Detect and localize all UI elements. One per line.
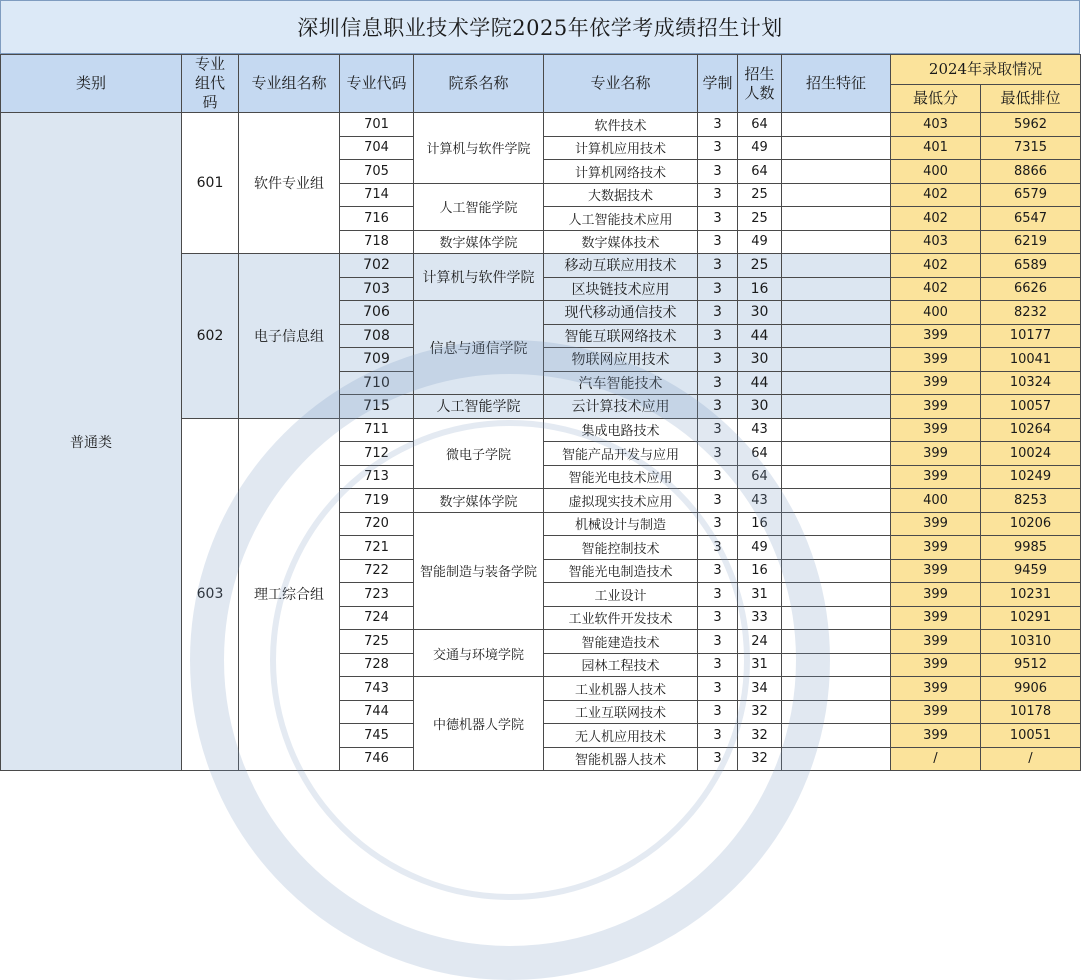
major-name-cell: 物联网应用技术 bbox=[544, 348, 698, 372]
major-code-cell: 705 bbox=[340, 160, 414, 184]
min-rank-cell: 10024 bbox=[981, 442, 1081, 466]
quota-cell: 25 bbox=[738, 183, 782, 207]
group-name-cell: 理工综合组 bbox=[239, 418, 340, 771]
header-prev-year: 2024年录取情况 bbox=[891, 55, 1081, 85]
min-score-cell: 399 bbox=[891, 442, 981, 466]
feature-cell bbox=[782, 254, 891, 278]
major-name-cell: 移动互联应用技术 bbox=[544, 254, 698, 278]
duration-cell: 3 bbox=[698, 136, 738, 160]
major-name-cell: 计算机网络技术 bbox=[544, 160, 698, 184]
major-name-cell: 智能光电制造技术 bbox=[544, 559, 698, 583]
duration-cell: 3 bbox=[698, 677, 738, 701]
major-name-cell: 虚拟现实技术应用 bbox=[544, 489, 698, 513]
major-name-cell: 软件技术 bbox=[544, 113, 698, 137]
duration-cell: 3 bbox=[698, 418, 738, 442]
major-name-cell: 无人机应用技术 bbox=[544, 724, 698, 748]
min-rank-cell: 8253 bbox=[981, 489, 1081, 513]
min-score-cell: 402 bbox=[891, 207, 981, 231]
feature-cell bbox=[782, 536, 891, 560]
feature-cell bbox=[782, 183, 891, 207]
min-score-cell: 400 bbox=[891, 301, 981, 325]
min-rank-cell: 10324 bbox=[981, 371, 1081, 395]
department-cell: 交通与环境学院 bbox=[414, 630, 544, 677]
min-score-cell: 399 bbox=[891, 606, 981, 630]
min-score-cell: 399 bbox=[891, 724, 981, 748]
major-name-cell: 智能光电技术应用 bbox=[544, 465, 698, 489]
feature-cell bbox=[782, 606, 891, 630]
group-name-cell: 电子信息组 bbox=[239, 254, 340, 419]
duration-cell: 3 bbox=[698, 442, 738, 466]
duration-cell: 3 bbox=[698, 160, 738, 184]
min-rank-cell: 5962 bbox=[981, 113, 1081, 137]
duration-cell: 3 bbox=[698, 277, 738, 301]
min-rank-cell: 10264 bbox=[981, 418, 1081, 442]
min-rank-cell: / bbox=[981, 747, 1081, 771]
feature-cell bbox=[782, 489, 891, 513]
min-score-cell: 399 bbox=[891, 559, 981, 583]
duration-cell: 3 bbox=[698, 700, 738, 724]
major-code-cell: 744 bbox=[340, 700, 414, 724]
feature-cell bbox=[782, 583, 891, 607]
major-code-cell: 711 bbox=[340, 418, 414, 442]
feature-cell bbox=[782, 559, 891, 583]
quota-cell: 49 bbox=[738, 136, 782, 160]
major-code-cell: 712 bbox=[340, 442, 414, 466]
major-name-cell: 云计算技术应用 bbox=[544, 395, 698, 419]
header-min-score: 最低分 bbox=[891, 85, 981, 113]
duration-cell: 3 bbox=[698, 724, 738, 748]
major-code-cell: 723 bbox=[340, 583, 414, 607]
table-row bbox=[1, 113, 1081, 137]
quota-cell: 64 bbox=[738, 160, 782, 184]
min-score-cell: 399 bbox=[891, 418, 981, 442]
department-cell: 人工智能学院 bbox=[414, 183, 544, 230]
quota-cell: 31 bbox=[738, 653, 782, 677]
department-cell: 计算机与软件学院 bbox=[414, 113, 544, 184]
major-name-cell: 区块链技术应用 bbox=[544, 277, 698, 301]
min-rank-cell: 9459 bbox=[981, 559, 1081, 583]
major-name-cell: 智能建造技术 bbox=[544, 630, 698, 654]
quota-cell: 49 bbox=[738, 536, 782, 560]
quota-cell: 25 bbox=[738, 207, 782, 231]
quota-cell: 44 bbox=[738, 324, 782, 348]
major-code-cell: 720 bbox=[340, 512, 414, 536]
feature-cell bbox=[782, 136, 891, 160]
major-code-cell: 714 bbox=[340, 183, 414, 207]
feature-cell bbox=[782, 207, 891, 231]
feature-cell bbox=[782, 277, 891, 301]
quota-cell: 32 bbox=[738, 747, 782, 771]
duration-cell: 3 bbox=[698, 630, 738, 654]
min-rank-cell: 9906 bbox=[981, 677, 1081, 701]
major-code-cell: 708 bbox=[340, 324, 414, 348]
table-body bbox=[1, 113, 1081, 771]
min-score-cell: / bbox=[891, 747, 981, 771]
major-code-cell: 722 bbox=[340, 559, 414, 583]
quota-cell: 32 bbox=[738, 724, 782, 748]
major-code-cell: 703 bbox=[340, 277, 414, 301]
admission-plan-table bbox=[0, 54, 1081, 771]
major-name-cell: 工业设计 bbox=[544, 583, 698, 607]
quota-cell: 30 bbox=[738, 348, 782, 372]
min-score-cell: 399 bbox=[891, 700, 981, 724]
min-rank-cell: 10057 bbox=[981, 395, 1081, 419]
quota-cell: 64 bbox=[738, 113, 782, 137]
duration-cell: 3 bbox=[698, 348, 738, 372]
duration-cell: 3 bbox=[698, 254, 738, 278]
min-score-cell: 401 bbox=[891, 136, 981, 160]
min-rank-cell: 6547 bbox=[981, 207, 1081, 231]
feature-cell bbox=[782, 724, 891, 748]
major-name-cell: 数字媒体技术 bbox=[544, 230, 698, 254]
quota-cell: 43 bbox=[738, 489, 782, 513]
major-code-cell: 745 bbox=[340, 724, 414, 748]
min-score-cell: 399 bbox=[891, 536, 981, 560]
feature-cell bbox=[782, 512, 891, 536]
quota-cell: 34 bbox=[738, 677, 782, 701]
quota-cell: 30 bbox=[738, 301, 782, 325]
major-name-cell: 汽车智能技术 bbox=[544, 371, 698, 395]
min-score-cell: 399 bbox=[891, 512, 981, 536]
min-score-cell: 399 bbox=[891, 395, 981, 419]
min-rank-cell: 6579 bbox=[981, 183, 1081, 207]
major-code-cell: 709 bbox=[340, 348, 414, 372]
duration-cell: 3 bbox=[698, 606, 738, 630]
min-rank-cell: 10310 bbox=[981, 630, 1081, 654]
department-cell: 信息与通信学院 bbox=[414, 301, 544, 395]
feature-cell bbox=[782, 324, 891, 348]
feature-cell bbox=[782, 418, 891, 442]
major-name-cell: 智能控制技术 bbox=[544, 536, 698, 560]
quota-cell: 16 bbox=[738, 277, 782, 301]
header-category: 类别 bbox=[1, 55, 182, 113]
duration-cell: 3 bbox=[698, 489, 738, 513]
category-cell: 普通类 bbox=[1, 113, 182, 771]
department-cell: 微电子学院 bbox=[414, 418, 544, 489]
major-code-cell: 746 bbox=[340, 747, 414, 771]
major-name-cell: 工业机器人技术 bbox=[544, 677, 698, 701]
department-cell: 数字媒体学院 bbox=[414, 230, 544, 254]
min-rank-cell: 6589 bbox=[981, 254, 1081, 278]
min-rank-cell: 10206 bbox=[981, 512, 1081, 536]
duration-cell: 3 bbox=[698, 207, 738, 231]
major-name-cell: 计算机应用技术 bbox=[544, 136, 698, 160]
major-code-cell: 721 bbox=[340, 536, 414, 560]
quota-cell: 44 bbox=[738, 371, 782, 395]
min-rank-cell: 10231 bbox=[981, 583, 1081, 607]
min-rank-cell: 9512 bbox=[981, 653, 1081, 677]
duration-cell: 3 bbox=[698, 301, 738, 325]
major-name-cell: 智能机器人技术 bbox=[544, 747, 698, 771]
department-cell: 人工智能学院 bbox=[414, 395, 544, 419]
feature-cell bbox=[782, 160, 891, 184]
major-code-cell: 702 bbox=[340, 254, 414, 278]
min-score-cell: 403 bbox=[891, 113, 981, 137]
major-code-cell: 724 bbox=[340, 606, 414, 630]
page-title: 深圳信息职业技术学院2025年依学考成绩招生计划 bbox=[0, 0, 1080, 54]
quota-cell: 43 bbox=[738, 418, 782, 442]
major-code-cell: 716 bbox=[340, 207, 414, 231]
min-rank-cell: 10178 bbox=[981, 700, 1081, 724]
header-major-code: 专业代码 bbox=[340, 55, 414, 113]
feature-cell bbox=[782, 700, 891, 724]
major-name-cell: 大数据技术 bbox=[544, 183, 698, 207]
min-rank-cell: 10177 bbox=[981, 324, 1081, 348]
quota-cell: 30 bbox=[738, 395, 782, 419]
feature-cell bbox=[782, 371, 891, 395]
header-min-rank: 最低排位 bbox=[981, 85, 1081, 113]
header-group-name: 专业组名称 bbox=[239, 55, 340, 113]
quota-cell: 32 bbox=[738, 700, 782, 724]
min-score-cell: 400 bbox=[891, 489, 981, 513]
min-rank-cell: 9985 bbox=[981, 536, 1081, 560]
min-rank-cell: 7315 bbox=[981, 136, 1081, 160]
major-name-cell: 智能互联网络技术 bbox=[544, 324, 698, 348]
feature-cell bbox=[782, 113, 891, 137]
quota-cell: 49 bbox=[738, 230, 782, 254]
min-score-cell: 399 bbox=[891, 324, 981, 348]
header-duration: 学制 bbox=[698, 55, 738, 113]
feature-cell bbox=[782, 677, 891, 701]
header-quota: 招生人数 bbox=[738, 55, 782, 113]
min-rank-cell: 6626 bbox=[981, 277, 1081, 301]
major-name-cell: 智能产品开发与应用 bbox=[544, 442, 698, 466]
major-code-cell: 718 bbox=[340, 230, 414, 254]
duration-cell: 3 bbox=[698, 324, 738, 348]
quota-cell: 64 bbox=[738, 465, 782, 489]
min-score-cell: 399 bbox=[891, 583, 981, 607]
quota-cell: 25 bbox=[738, 254, 782, 278]
major-code-cell: 719 bbox=[340, 489, 414, 513]
major-name-cell: 园林工程技术 bbox=[544, 653, 698, 677]
min-rank-cell: 8866 bbox=[981, 160, 1081, 184]
group-name-cell: 软件专业组 bbox=[239, 113, 340, 254]
duration-cell: 3 bbox=[698, 395, 738, 419]
min-score-cell: 399 bbox=[891, 465, 981, 489]
min-score-cell: 399 bbox=[891, 371, 981, 395]
major-code-cell: 743 bbox=[340, 677, 414, 701]
major-code-cell: 713 bbox=[340, 465, 414, 489]
feature-cell bbox=[782, 395, 891, 419]
group-code-cell: 603 bbox=[182, 418, 239, 771]
department-cell: 数字媒体学院 bbox=[414, 489, 544, 513]
major-code-cell: 710 bbox=[340, 371, 414, 395]
major-name-cell: 现代移动通信技术 bbox=[544, 301, 698, 325]
major-name-cell: 人工智能技术应用 bbox=[544, 207, 698, 231]
feature-cell bbox=[782, 230, 891, 254]
min-rank-cell: 8232 bbox=[981, 301, 1081, 325]
duration-cell: 3 bbox=[698, 747, 738, 771]
min-rank-cell: 10041 bbox=[981, 348, 1081, 372]
feature-cell bbox=[782, 653, 891, 677]
major-name-cell: 工业软件开发技术 bbox=[544, 606, 698, 630]
major-code-cell: 701 bbox=[340, 113, 414, 137]
duration-cell: 3 bbox=[698, 230, 738, 254]
min-score-cell: 399 bbox=[891, 653, 981, 677]
min-score-cell: 402 bbox=[891, 277, 981, 301]
department-cell: 中德机器人学院 bbox=[414, 677, 544, 771]
min-score-cell: 403 bbox=[891, 230, 981, 254]
min-score-cell: 400 bbox=[891, 160, 981, 184]
duration-cell: 3 bbox=[698, 536, 738, 560]
quota-cell: 24 bbox=[738, 630, 782, 654]
quota-cell: 33 bbox=[738, 606, 782, 630]
quota-cell: 64 bbox=[738, 442, 782, 466]
major-name-cell: 工业互联网技术 bbox=[544, 700, 698, 724]
quota-cell: 31 bbox=[738, 583, 782, 607]
duration-cell: 3 bbox=[698, 559, 738, 583]
duration-cell: 3 bbox=[698, 512, 738, 536]
feature-cell bbox=[782, 465, 891, 489]
duration-cell: 3 bbox=[698, 371, 738, 395]
min-score-cell: 402 bbox=[891, 254, 981, 278]
min-rank-cell: 10291 bbox=[981, 606, 1081, 630]
duration-cell: 3 bbox=[698, 653, 738, 677]
min-rank-cell: 10249 bbox=[981, 465, 1081, 489]
group-code-cell: 601 bbox=[182, 113, 239, 254]
feature-cell bbox=[782, 442, 891, 466]
duration-cell: 3 bbox=[698, 583, 738, 607]
min-score-cell: 399 bbox=[891, 677, 981, 701]
header-feature: 招生特征 bbox=[782, 55, 891, 113]
min-score-cell: 402 bbox=[891, 183, 981, 207]
major-code-cell: 725 bbox=[340, 630, 414, 654]
department-cell: 智能制造与装备学院 bbox=[414, 512, 544, 630]
department-cell: 计算机与软件学院 bbox=[414, 254, 544, 301]
group-code-cell: 602 bbox=[182, 254, 239, 419]
major-name-cell: 机械设计与制造 bbox=[544, 512, 698, 536]
header-major-name: 专业名称 bbox=[544, 55, 698, 113]
duration-cell: 3 bbox=[698, 183, 738, 207]
header-group-code: 专业组代码 bbox=[182, 55, 239, 113]
major-code-cell: 704 bbox=[340, 136, 414, 160]
header-department: 院系名称 bbox=[414, 55, 544, 113]
duration-cell: 3 bbox=[698, 113, 738, 137]
quota-cell: 16 bbox=[738, 559, 782, 583]
min-rank-cell: 10051 bbox=[981, 724, 1081, 748]
feature-cell bbox=[782, 301, 891, 325]
min-rank-cell: 6219 bbox=[981, 230, 1081, 254]
quota-cell: 16 bbox=[738, 512, 782, 536]
major-code-cell: 706 bbox=[340, 301, 414, 325]
feature-cell bbox=[782, 630, 891, 654]
major-code-cell: 715 bbox=[340, 395, 414, 419]
duration-cell: 3 bbox=[698, 465, 738, 489]
min-score-cell: 399 bbox=[891, 348, 981, 372]
major-code-cell: 728 bbox=[340, 653, 414, 677]
feature-cell bbox=[782, 348, 891, 372]
min-score-cell: 399 bbox=[891, 630, 981, 654]
major-name-cell: 集成电路技术 bbox=[544, 418, 698, 442]
